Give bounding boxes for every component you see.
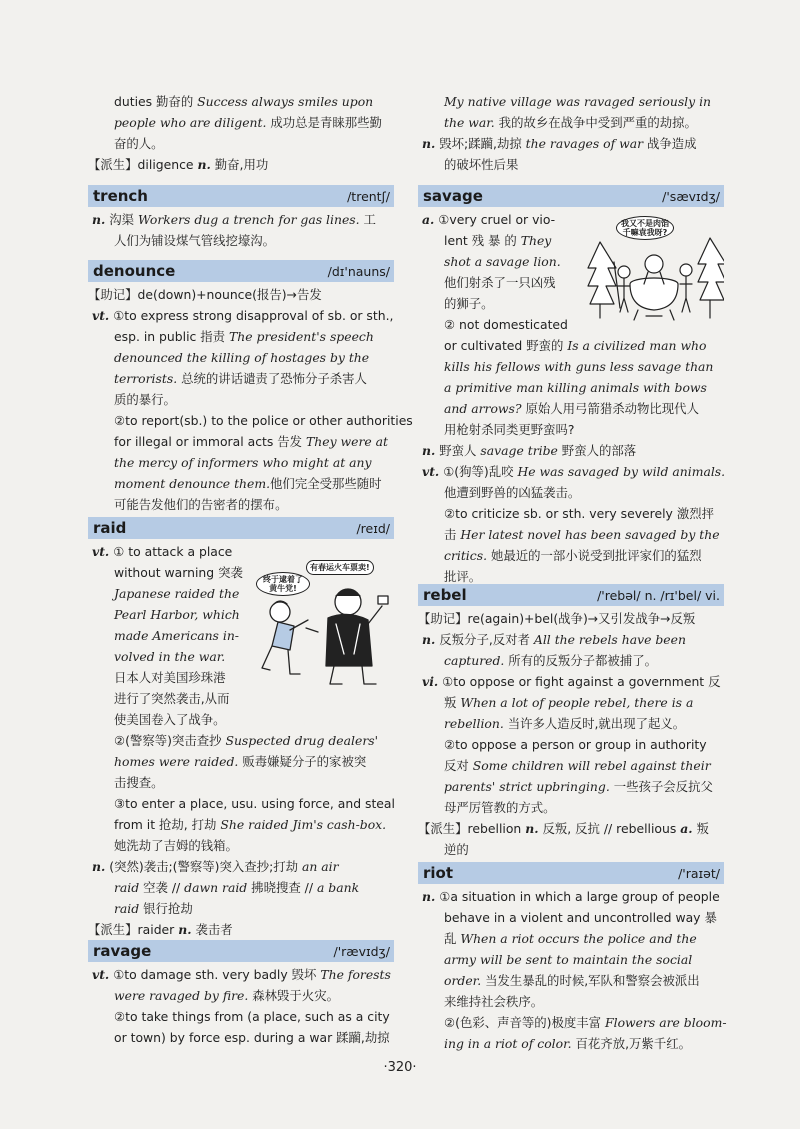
text-line (114, 432, 388, 452)
page-number: ·320· (383, 1060, 417, 1075)
example-text: were ravaged by fire. (114, 988, 249, 1003)
text-line (422, 630, 686, 650)
example-text: vt. (92, 967, 110, 982)
definition-text: 击搜查。 (114, 775, 164, 790)
text-line (444, 777, 713, 797)
example-text: n. (525, 821, 539, 836)
definition-text: 毁坏;蹂躏,劫掠 (435, 136, 526, 151)
example-text: They (520, 233, 552, 248)
text-line (444, 992, 543, 1012)
headword-bar-trench (88, 185, 394, 207)
definition-text: ①to express strong disapproval of sb. or sth., (109, 308, 394, 323)
text-line (444, 273, 556, 293)
text-line (92, 210, 376, 230)
example-text: ing in a riot of color. (444, 1036, 572, 1051)
definition-text: 人们为铺设煤气管线挖壕沟。 (114, 233, 276, 248)
text-line (444, 378, 707, 398)
text-line (444, 92, 711, 112)
definition-text: ②(色彩、声音等的)极度丰富 (444, 1015, 606, 1030)
example-text: terrorists. (114, 371, 178, 386)
example-text: n. (422, 136, 436, 151)
savage-illustration (586, 212, 724, 324)
definition-text: 工 (359, 212, 376, 227)
text-line (92, 542, 232, 562)
definition-text: lent 残 暴 的 (444, 233, 521, 248)
definition-text: 使美国卷入了战争。 (114, 712, 226, 727)
text-line (444, 651, 657, 671)
definition-text: 反叛分子,反对者 (435, 632, 534, 647)
definition-text: ②to oppose a person or group in authority (444, 737, 707, 752)
text-line (422, 134, 697, 154)
text-line (422, 210, 555, 230)
definition-text: 总统的讲话谴责了恐怖分子杀害人 (177, 371, 367, 386)
example-text: When a lot of people rebel, there is a (460, 695, 694, 710)
definition-text: 他们完全受那些随时 (270, 476, 382, 491)
text-line (444, 420, 574, 440)
definition-text: 空袭 // (139, 880, 185, 895)
text-line (114, 605, 240, 625)
example-text: The forests (320, 967, 391, 982)
example-text: n. (178, 922, 192, 937)
text-line (422, 462, 725, 482)
text-line (444, 929, 697, 949)
example-text: made Americans in- (114, 628, 239, 643)
example-text: n. (92, 212, 106, 227)
text-line (444, 840, 469, 860)
text-line (114, 731, 378, 751)
headword: savage (423, 187, 483, 205)
definition-text: 森林毁于火灾。 (248, 988, 339, 1003)
text-line (114, 134, 164, 154)
example-text: Workers dug a trench for gas lines. (138, 212, 360, 227)
text-line (114, 390, 176, 410)
example-text: the ravages of war (525, 136, 644, 151)
text-line (114, 899, 193, 919)
example-text: army will be sent to maintain the social (444, 952, 693, 967)
definition-text: 【派生】rebellion (418, 821, 526, 836)
definition-text: 【助记】de(down)+nounce(报告)→告发 (88, 287, 322, 302)
definition-text: ③to enter a place, usu. using force, and steal (114, 796, 395, 811)
example-text: Is a civilized man who (567, 338, 707, 353)
definition-text: (突然)袭击;(警察等)突入查抄;打劫 (105, 859, 302, 874)
text-line (92, 965, 391, 985)
definition-text: 沟渠 (105, 212, 138, 227)
definition-text: ②to report(sb.) to the police or other authorities (114, 413, 413, 428)
definition-text: 一些孩子会反抗父 (609, 779, 713, 794)
definition-text: 奋的人。 (114, 136, 164, 151)
definition-text: behave in a violent and uncontrolled way 暴 (444, 910, 717, 925)
definition-text: 【派生】raider (88, 922, 179, 937)
example-text: Some children will rebel against their (472, 758, 711, 773)
example-text: people who are diligent. (114, 115, 267, 130)
raid-bubble-right: 有春运火车票卖! (306, 560, 374, 575)
text-line (444, 315, 568, 335)
example-text: denounced the killing of hostages by the (114, 350, 370, 365)
headword: rebel (423, 586, 467, 604)
example-text: Japanese raided the (114, 586, 240, 601)
text-line (88, 155, 268, 175)
definition-text: ①(狗等)乱咬 (439, 464, 518, 479)
example-text: order. (444, 973, 482, 988)
pronunciation: /'raɪət/ (678, 866, 720, 881)
text-line (444, 357, 713, 377)
definition-text: 我的故乡在战争中受到严重的劫掠。 (494, 115, 697, 130)
example-text: n. (197, 157, 211, 172)
text-line (114, 113, 382, 133)
text-line (444, 693, 693, 713)
definition-text: duties 勤奋的 (114, 94, 198, 109)
definition-text: 野蛮人 (435, 443, 481, 458)
headword: riot (423, 864, 454, 882)
example-text: the mercy of informers who might at any (114, 455, 372, 470)
definition-text: 原始人用弓箭猎杀动物比现代人 (521, 401, 699, 416)
definition-text: 当许多人造反时,就出现了起义。 (503, 716, 686, 731)
definition-text: or cultivated 野蛮的 (444, 338, 568, 353)
definition-text: ②to criticize sb. or sth. very severely 激烈抨 (444, 506, 714, 521)
text-line (444, 294, 494, 314)
example-text: My native village was ravaged seriously in (444, 94, 712, 109)
text-line (444, 525, 720, 545)
definition-text: 【助记】re(again)+bel(战争)→又引发战争→反叛 (418, 611, 696, 626)
definition-text: 来维持社会秩序。 (444, 994, 544, 1009)
example-text: n. (92, 859, 106, 874)
example-text: n. (422, 889, 436, 904)
definition-text: without warning 突袭 (114, 565, 243, 580)
text-line (114, 794, 395, 814)
definition-text: ①very cruel or vio- (434, 212, 556, 227)
definition-text: 可能告发他们的告密者的摆布。 (114, 497, 288, 512)
definition-text: ①to oppose or fight against a government 反 (438, 674, 721, 689)
text-line (114, 563, 243, 583)
text-line (114, 815, 386, 835)
definition-text: 反叛, 反抗 // rebellious (538, 821, 681, 836)
example-text: captured. (444, 653, 505, 668)
text-line (444, 714, 685, 734)
example-text: an air (301, 859, 339, 874)
raid-illustration (244, 540, 396, 690)
headword: ravage (93, 942, 152, 960)
definition-text: 战争造成 (643, 136, 697, 151)
definition-text: ①to damage sth. very badly 毁坏 (109, 967, 321, 982)
text-line (88, 920, 233, 940)
headword-bar-rebel (418, 584, 724, 606)
text-line (114, 411, 413, 431)
pronunciation: /'rebəl/ n. /rɪ'bel/ vi. (597, 588, 720, 603)
definition-text: esp. in public 指责 (114, 329, 229, 344)
example-text: He was savaged by wild animals. (517, 464, 726, 479)
headword: raid (93, 519, 127, 537)
definition-text: 乱 (444, 931, 461, 946)
text-line (444, 336, 706, 356)
pronunciation: /'rævɪdʒ/ (333, 944, 390, 959)
definition-text: 的破坏性后果 (444, 157, 519, 172)
definition-text: 他遭到野兽的凶猛袭击。 (444, 485, 581, 500)
example-text: a bank (316, 880, 360, 895)
pronunciation: /trentʃ/ (347, 189, 390, 204)
headword: denounce (93, 262, 176, 280)
example-text: savage tribe (480, 443, 558, 458)
definition-text: 她最近的一部小说受到批评家们的猛烈 (487, 548, 702, 563)
definition-text: ① to attack a place (109, 544, 233, 559)
example-text: parents' strict upbringing. (444, 779, 610, 794)
example-text: moment denounce them. (114, 476, 271, 491)
pronunciation: /dɪ'nauns/ (327, 264, 390, 279)
text-line (444, 798, 556, 818)
example-text: All the rebels have been (533, 632, 686, 647)
text-line (444, 483, 580, 503)
text-line (114, 773, 164, 793)
example-text: vi. (422, 674, 439, 689)
text-line (114, 626, 239, 646)
example-text: Her latest novel has been savaged by the (460, 527, 720, 542)
definition-text: 银行抢劫 (139, 901, 193, 916)
pronunciation: /'sævɪdʒ/ (662, 189, 720, 204)
example-text: homes were raided. (114, 754, 239, 769)
text-line (114, 986, 339, 1006)
text-line (114, 752, 366, 772)
text-line (444, 252, 561, 272)
definition-text: 逆的 (444, 842, 469, 857)
example-text: vt. (92, 544, 110, 559)
definition-text: 野蛮人的部落 (557, 443, 637, 458)
text-line (418, 609, 695, 629)
text-line (444, 1013, 727, 1033)
text-line (114, 1028, 390, 1048)
definition-text: for illegal or immoral acts 告发 (114, 434, 306, 449)
text-line (114, 668, 226, 688)
text-line (444, 155, 518, 175)
definition-text: 百花齐放,万紫千红。 (571, 1036, 691, 1051)
example-text: They were at (306, 434, 389, 449)
definition-text: from it 抢劫, 打劫 (114, 817, 221, 832)
example-text: rebellion. (444, 716, 504, 731)
text-line (92, 857, 339, 877)
definition-text: or town) by force esp. during a war 蹂躏,劫掠 (114, 1030, 390, 1045)
text-line (444, 231, 551, 251)
text-line (444, 908, 717, 928)
text-line (114, 710, 226, 730)
example-text: a primitive man killing animals with bows (444, 380, 707, 395)
definition-text: ②(警察等)突击查抄 (114, 733, 226, 748)
definition-text: 她洗劫了吉姆的钱箱。 (114, 838, 238, 853)
text-line (444, 950, 692, 970)
definition-text: 拂晓搜查 // (247, 880, 317, 895)
raid-bubble-left: 终于逮着了黄牛党! (256, 572, 310, 596)
text-line (114, 327, 374, 347)
text-line (114, 584, 239, 604)
text-line (114, 231, 275, 251)
text-line (114, 689, 229, 709)
example-text: critics. (444, 548, 488, 563)
example-text: volved in the war. (114, 649, 226, 664)
text-line (114, 92, 373, 112)
text-line (444, 113, 697, 133)
example-text: vt. (422, 464, 440, 479)
example-text: a. (422, 212, 435, 227)
definition-text: 当发生暴乱的时候,军队和警察会被派出 (481, 973, 700, 988)
example-text: shot a savage lion. (444, 254, 561, 269)
definition-text: 勤奋,用功 (210, 157, 269, 172)
pronunciation: /reɪd/ (356, 521, 390, 536)
example-text: When a riot occurs the police and the (460, 931, 697, 946)
definition-text: 叛 (692, 821, 709, 836)
headword-bar-raid (88, 517, 394, 539)
text-line (422, 887, 720, 907)
example-text: She raided Jim's cash-box. (220, 817, 387, 832)
definition-text: 叛 (444, 695, 461, 710)
text-line (114, 1007, 390, 1027)
headword: trench (93, 187, 148, 205)
text-line (444, 756, 711, 776)
text-line (422, 672, 721, 692)
text-line (418, 819, 709, 839)
text-line (444, 735, 707, 755)
text-line (114, 348, 369, 368)
definition-text: 进行了突然袭击,从而 (114, 691, 230, 706)
text-line (114, 495, 287, 515)
definition-text: ①a situation in which a large group of people (435, 889, 720, 904)
text-line (444, 399, 699, 419)
example-text: a. (680, 821, 693, 836)
example-text: The president's speech (229, 329, 374, 344)
example-text: Success always smiles upon (197, 94, 374, 109)
text-line (114, 474, 382, 494)
example-text: n. (422, 632, 436, 647)
text-line (114, 878, 359, 898)
text-line (444, 546, 702, 566)
definition-text: 的狮子。 (444, 296, 494, 311)
text-line (444, 504, 714, 524)
definition-text: ② not domesticated (444, 317, 568, 332)
definition-text: 母严厉管教的方式。 (444, 800, 556, 815)
definition-text: 反对 (444, 758, 473, 773)
definition-text: ②to take things from (a place, such as a city (114, 1009, 390, 1024)
definition-text: 所有的反叛分子都被捕了。 (504, 653, 657, 668)
example-text: dawn raid (184, 880, 248, 895)
definition-text: 用枪射杀同类更野蛮吗? (444, 422, 575, 437)
example-text: Suspected drug dealers' (225, 733, 379, 748)
example-text: and arrows? (444, 401, 522, 416)
definition-text: 击 (444, 527, 461, 542)
text-line (114, 836, 238, 856)
definition-text: 日本人对美国珍珠港 (114, 670, 226, 685)
text-line (88, 285, 322, 305)
headword-bar-ravage (88, 940, 394, 962)
text-line (444, 1034, 691, 1054)
definition-text: 贩毒嫌疑分子的家被突 (238, 754, 367, 769)
savage-bubble: 我又不是肉馅千嘛袁我呀? (616, 216, 674, 240)
definition-text: 袭击者 (191, 922, 233, 937)
definition-text: 质的暴行。 (114, 392, 176, 407)
example-text: raid (114, 901, 140, 916)
example-text: raid (114, 880, 140, 895)
text-line (114, 647, 225, 667)
text-line (444, 971, 700, 991)
example-text: vt. (92, 308, 110, 323)
example-text: the war. (444, 115, 495, 130)
definition-text: 他们射杀了一只凶残 (444, 275, 556, 290)
headword-bar-savage (418, 185, 724, 207)
text-line (114, 453, 372, 473)
text-line (114, 369, 367, 389)
definition-text: 批评。 (444, 569, 482, 584)
example-text: n. (422, 443, 436, 458)
text-line (92, 306, 393, 326)
definition-text: 成功总是青睐那些勤 (266, 115, 382, 130)
example-text: kills his fellows with guns less savage than (444, 359, 714, 374)
headword-bar-denounce (88, 260, 394, 282)
definition-text: 【派生】diligence (88, 157, 198, 172)
text-line (422, 441, 636, 461)
example-text: Pearl Harbor, which (114, 607, 240, 622)
headword-bar-riot (418, 862, 724, 884)
example-text: Flowers are bloom- (605, 1015, 727, 1030)
